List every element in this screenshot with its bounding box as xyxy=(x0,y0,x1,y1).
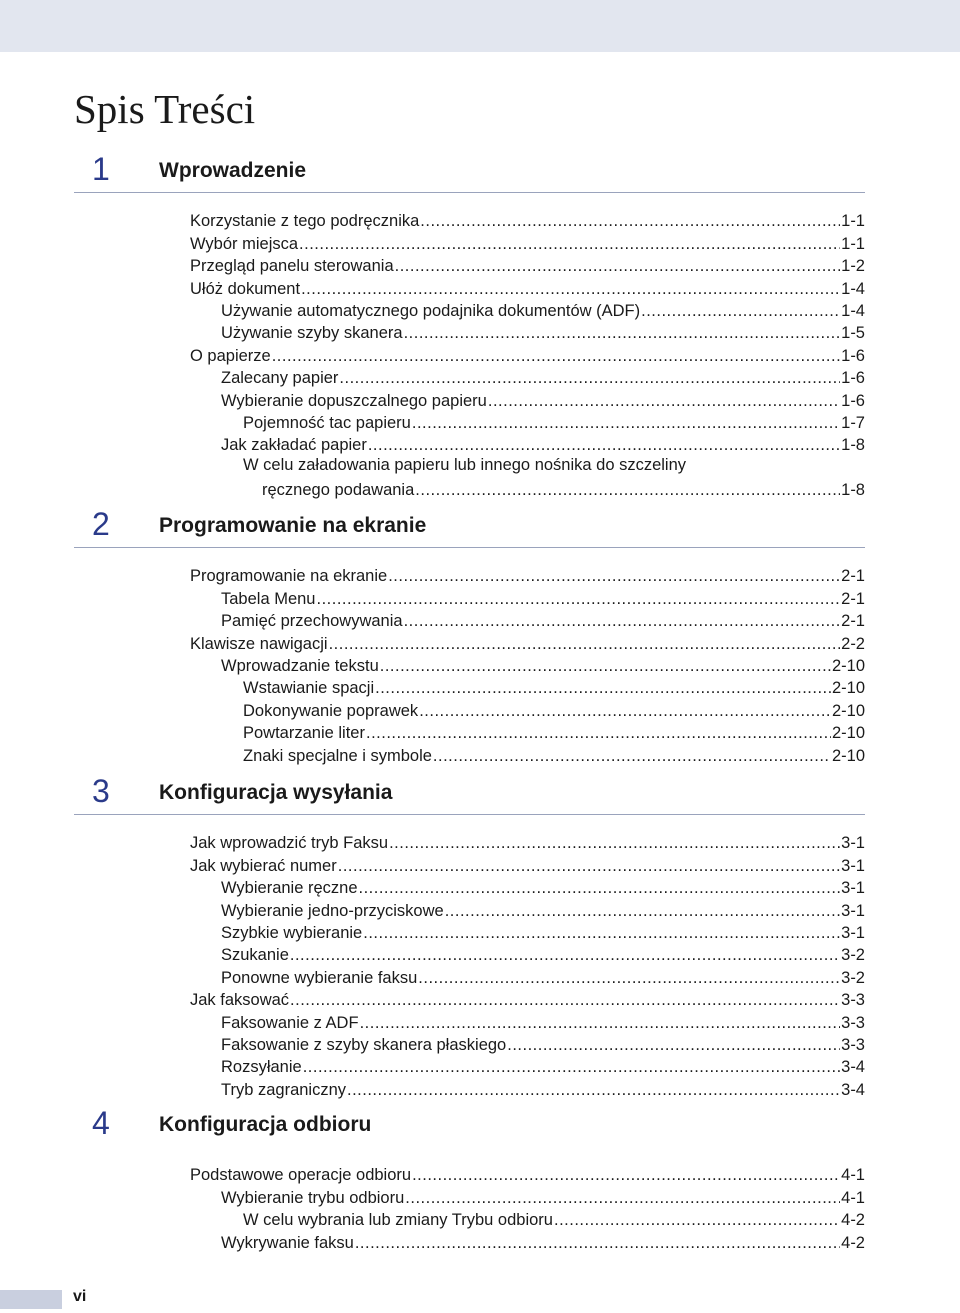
dot-leader xyxy=(360,1013,841,1033)
toc-entry-label: Zalecany papier xyxy=(221,369,339,388)
dot-leader xyxy=(347,1080,840,1100)
toc-entry[interactable] xyxy=(190,631,865,653)
toc-entry[interactable] xyxy=(190,276,865,298)
chapter-header xyxy=(0,1105,960,1141)
toc-entry[interactable] xyxy=(190,988,865,1010)
chapter-1 xyxy=(0,151,960,500)
toc-entry-page: 2-1 xyxy=(841,612,865,631)
dot-leader xyxy=(290,990,840,1010)
chapter-number: 3 xyxy=(92,773,110,809)
toc-entry[interactable] xyxy=(221,586,865,608)
toc-entry-label: Ułóż dokument xyxy=(190,279,301,298)
toc-entry-page: 3-1 xyxy=(841,856,865,875)
toc-entry[interactable] xyxy=(190,831,865,853)
dot-leader xyxy=(418,968,840,988)
toc-entry[interactable] xyxy=(221,1010,865,1032)
dot-leader xyxy=(339,368,840,388)
toc-entry-page: 1-6 xyxy=(841,391,865,410)
toc-entry-label: Wybieranie ręczne xyxy=(221,879,358,898)
chapter-header xyxy=(0,506,960,542)
toc-entry-label: Przegląd panelu sterowania xyxy=(190,257,394,276)
toc-entry-label: Szukanie xyxy=(221,946,289,965)
toc-entry[interactable] xyxy=(190,254,865,276)
chapter-number: 2 xyxy=(92,506,110,542)
toc-entry-page: 3-3 xyxy=(841,1013,865,1032)
toc-entry-label: Wybieranie dopuszczalnego papieru xyxy=(221,391,487,410)
toc-entry-label: Klawisze nawigacji xyxy=(190,634,328,653)
toc-entry[interactable] xyxy=(243,411,865,433)
toc-entry[interactable] xyxy=(243,1208,865,1230)
chapter-divider xyxy=(74,814,865,815)
dot-leader xyxy=(445,901,840,921)
toc-entry-label: W celu wybrania lub zmiany Trybu odbioru xyxy=(243,1211,553,1230)
toc-entry-page: 3-1 xyxy=(841,901,865,920)
dot-leader xyxy=(395,256,841,276)
chapter-number: 4 xyxy=(92,1105,110,1141)
chapter-title: Wprowadzenie xyxy=(159,159,307,182)
toc-entry-label: Wybór miejsca xyxy=(190,234,299,253)
toc-entry-page: 1-8 xyxy=(841,436,865,455)
toc-entry-label: Ponowne wybieranie faksu xyxy=(221,968,418,987)
dot-leader xyxy=(419,701,831,721)
toc-entry-label: W celu załadowania papieru lub innego nośnika do szczeliny xyxy=(243,456,687,475)
toc-entry[interactable] xyxy=(243,676,865,698)
toc-entry-label: Jak zakładać papier xyxy=(221,436,367,455)
toc-entry[interactable] xyxy=(190,209,865,231)
toc-entry[interactable] xyxy=(221,943,865,965)
toc-entry[interactable] xyxy=(221,388,865,410)
toc-entry-label: Używanie szyby skanera xyxy=(221,324,403,343)
toc-entry-label: Podstawowe operacje odbioru xyxy=(190,1166,412,1185)
dot-leader xyxy=(405,1188,840,1208)
toc-entry[interactable] xyxy=(221,876,865,898)
dot-leader xyxy=(415,480,840,500)
toc-entry[interactable] xyxy=(221,1185,865,1207)
dot-leader xyxy=(404,323,841,343)
toc-entry-page: 1-1 xyxy=(841,234,865,253)
toc-entry[interactable] xyxy=(221,1055,865,1077)
toc-entry[interactable] xyxy=(221,433,865,455)
toc-entry-label: Tabela Menu xyxy=(221,589,316,608)
toc-entry-label: ręcznego podawania xyxy=(262,481,415,500)
toc-entry-page: 1-6 xyxy=(841,346,865,365)
dot-leader xyxy=(375,678,831,698)
toc-entry-page: 2-10 xyxy=(831,701,865,720)
toc-entry-page: 1-1 xyxy=(841,212,865,231)
toc-entry-page: 1-6 xyxy=(841,369,865,388)
toc-entry-page: 1-5 xyxy=(841,324,865,343)
dot-leader xyxy=(329,634,841,654)
toc-entry-label: Wykrywanie faksu xyxy=(221,1233,354,1252)
dot-leader xyxy=(363,923,840,943)
chapter-2 xyxy=(0,506,960,765)
chapter-header xyxy=(0,773,960,809)
toc-entry-label: Wprowadzanie tekstu xyxy=(221,656,379,675)
toc-entry-page: 2-10 xyxy=(831,679,865,698)
toc-entry[interactable] xyxy=(243,455,865,477)
toc-entry-label: O papierze xyxy=(190,346,271,365)
toc-entry-label: Znaki specjalne i symbole xyxy=(243,746,432,765)
toc-entry[interactable] xyxy=(243,721,865,743)
toc-entry-page: 2-1 xyxy=(841,589,865,608)
toc-entry-page: 3-1 xyxy=(841,923,865,942)
dot-leader xyxy=(368,435,840,455)
toc-entry[interactable] xyxy=(221,1230,865,1252)
toc-entry-label: Powtarzanie liter xyxy=(243,724,365,743)
toc-entry-page: 3-4 xyxy=(841,1080,865,1099)
toc-entry-page: 3-3 xyxy=(841,991,865,1010)
toc-entry-page: 4-1 xyxy=(841,1188,865,1207)
toc-entry[interactable] xyxy=(243,743,865,765)
toc-entry-label: Dokonywanie poprawek xyxy=(243,701,419,720)
dot-leader xyxy=(554,1210,840,1230)
toc-entry-label: Szybkie wybieranie xyxy=(221,923,363,942)
toc-entry-label: Faksowanie z szyby skanera płaskiego xyxy=(221,1035,507,1054)
toc-entry[interactable] xyxy=(190,564,865,586)
header-band xyxy=(0,0,960,52)
page-title: Spis Treści xyxy=(74,86,256,132)
dot-leader xyxy=(380,656,831,676)
dot-leader xyxy=(412,1165,840,1185)
toc-entry-page: 2-10 xyxy=(831,656,865,675)
toc-entry-label: Pojemność tac papieru xyxy=(243,413,411,432)
dot-leader xyxy=(388,566,840,586)
toc-entry-page: 2-10 xyxy=(831,746,865,765)
chapter-header xyxy=(0,151,960,187)
toc-entry[interactable] xyxy=(221,654,865,676)
toc-entry-page: 3-2 xyxy=(841,968,865,987)
toc-entry-label: Wybieranie jedno-przyciskowe xyxy=(221,901,444,920)
toc-entry[interactable] xyxy=(221,1033,865,1055)
toc-entry[interactable] xyxy=(221,299,865,321)
toc-entry-page: 3-1 xyxy=(841,879,865,898)
toc-entry-page: 2-10 xyxy=(831,724,865,743)
toc-entry[interactable] xyxy=(190,1163,865,1185)
dot-leader xyxy=(301,279,840,299)
toc-entry-page: 2-1 xyxy=(841,567,865,586)
dot-leader xyxy=(366,723,831,743)
toc-entry[interactable] xyxy=(221,321,865,343)
toc-entry[interactable] xyxy=(221,366,865,388)
dot-leader xyxy=(303,1057,840,1077)
toc-entry-label: Korzystanie z tego podręcznika xyxy=(190,212,420,231)
chapter-title: Konfiguracja wysyłania xyxy=(159,781,393,804)
toc-entry-page: 4-1 xyxy=(841,1166,865,1185)
footer-band xyxy=(0,1290,62,1309)
dot-leader xyxy=(404,611,841,631)
dot-leader xyxy=(507,1035,840,1055)
dot-leader xyxy=(316,589,840,609)
toc-entries xyxy=(0,564,960,766)
dot-leader xyxy=(359,878,841,898)
toc-entry-label: Jak faksować xyxy=(190,991,290,1010)
toc-entry[interactable] xyxy=(262,478,865,500)
toc-entry-label: Wstawianie spacji xyxy=(243,679,375,698)
toc-entry-page: 4-2 xyxy=(841,1211,865,1230)
toc-entry[interactable] xyxy=(243,698,865,720)
toc-entry-page: 4-2 xyxy=(841,1233,865,1252)
dot-leader xyxy=(420,211,840,231)
toc-entry-page: 2-2 xyxy=(841,634,865,653)
toc-entry-page: 1-2 xyxy=(841,257,865,276)
toc-entries xyxy=(0,1163,960,1253)
dot-leader xyxy=(488,391,840,411)
toc-entry-label: Pamięć przechowywania xyxy=(221,612,403,631)
chapter-title: Programowanie na ekranie xyxy=(159,514,427,537)
toc-entries xyxy=(0,831,960,1100)
toc-entry-label: Jak wprowadzić tryb Faksu xyxy=(190,834,389,853)
dot-leader xyxy=(290,945,840,965)
toc-entry-page: 3-1 xyxy=(841,834,865,853)
chapter-divider xyxy=(74,192,865,193)
toc-entry-label: Jak wybierać numer xyxy=(190,856,337,875)
dot-leader xyxy=(433,746,831,766)
toc-entry-page: 1-4 xyxy=(841,301,865,320)
toc-entry-page: 3-3 xyxy=(841,1035,865,1054)
chapter-number: 1 xyxy=(92,151,110,187)
toc-entry-label: Programowanie na ekranie xyxy=(190,567,388,586)
toc-entry[interactable] xyxy=(221,965,865,987)
chapter-3 xyxy=(0,773,960,1099)
toc-entry-page: 1-4 xyxy=(841,279,865,298)
toc-entries xyxy=(0,209,960,500)
chapter-divider xyxy=(74,547,865,548)
toc-entry-label: Wybieranie trybu odbioru xyxy=(221,1188,405,1207)
toc-entry[interactable] xyxy=(221,898,865,920)
toc-entry-label: Rozsyłanie xyxy=(221,1058,302,1077)
dot-leader xyxy=(272,346,840,366)
toc-entry[interactable] xyxy=(221,609,865,631)
toc-entry[interactable] xyxy=(190,853,865,875)
chapter-title: Konfiguracja odbioru xyxy=(159,1113,372,1136)
toc-entry[interactable] xyxy=(221,921,865,943)
toc-entry-page: 3-4 xyxy=(841,1058,865,1077)
chapter-4 xyxy=(0,1105,960,1252)
toc-entry-label: Używanie automatycznego podajnika dokumentów (ADF) xyxy=(221,301,641,320)
toc-entry-label: Faksowanie z ADF xyxy=(221,1013,359,1032)
toc-entry-label: Tryb zagraniczny xyxy=(221,1080,347,1099)
page-number: vi xyxy=(73,1288,87,1305)
dot-leader xyxy=(355,1233,840,1253)
dot-leader xyxy=(389,833,840,853)
toc-entry-page: 1-7 xyxy=(841,413,865,432)
dot-leader xyxy=(412,413,840,433)
dot-leader xyxy=(641,301,840,321)
dot-leader xyxy=(299,234,840,254)
dot-leader xyxy=(338,856,840,876)
toc-entry-page: 3-2 xyxy=(841,946,865,965)
toc-entry[interactable] xyxy=(190,231,865,253)
toc-entry[interactable] xyxy=(190,343,865,365)
toc-entry[interactable] xyxy=(221,1077,865,1099)
toc-entry-page: 1-8 xyxy=(841,481,865,500)
